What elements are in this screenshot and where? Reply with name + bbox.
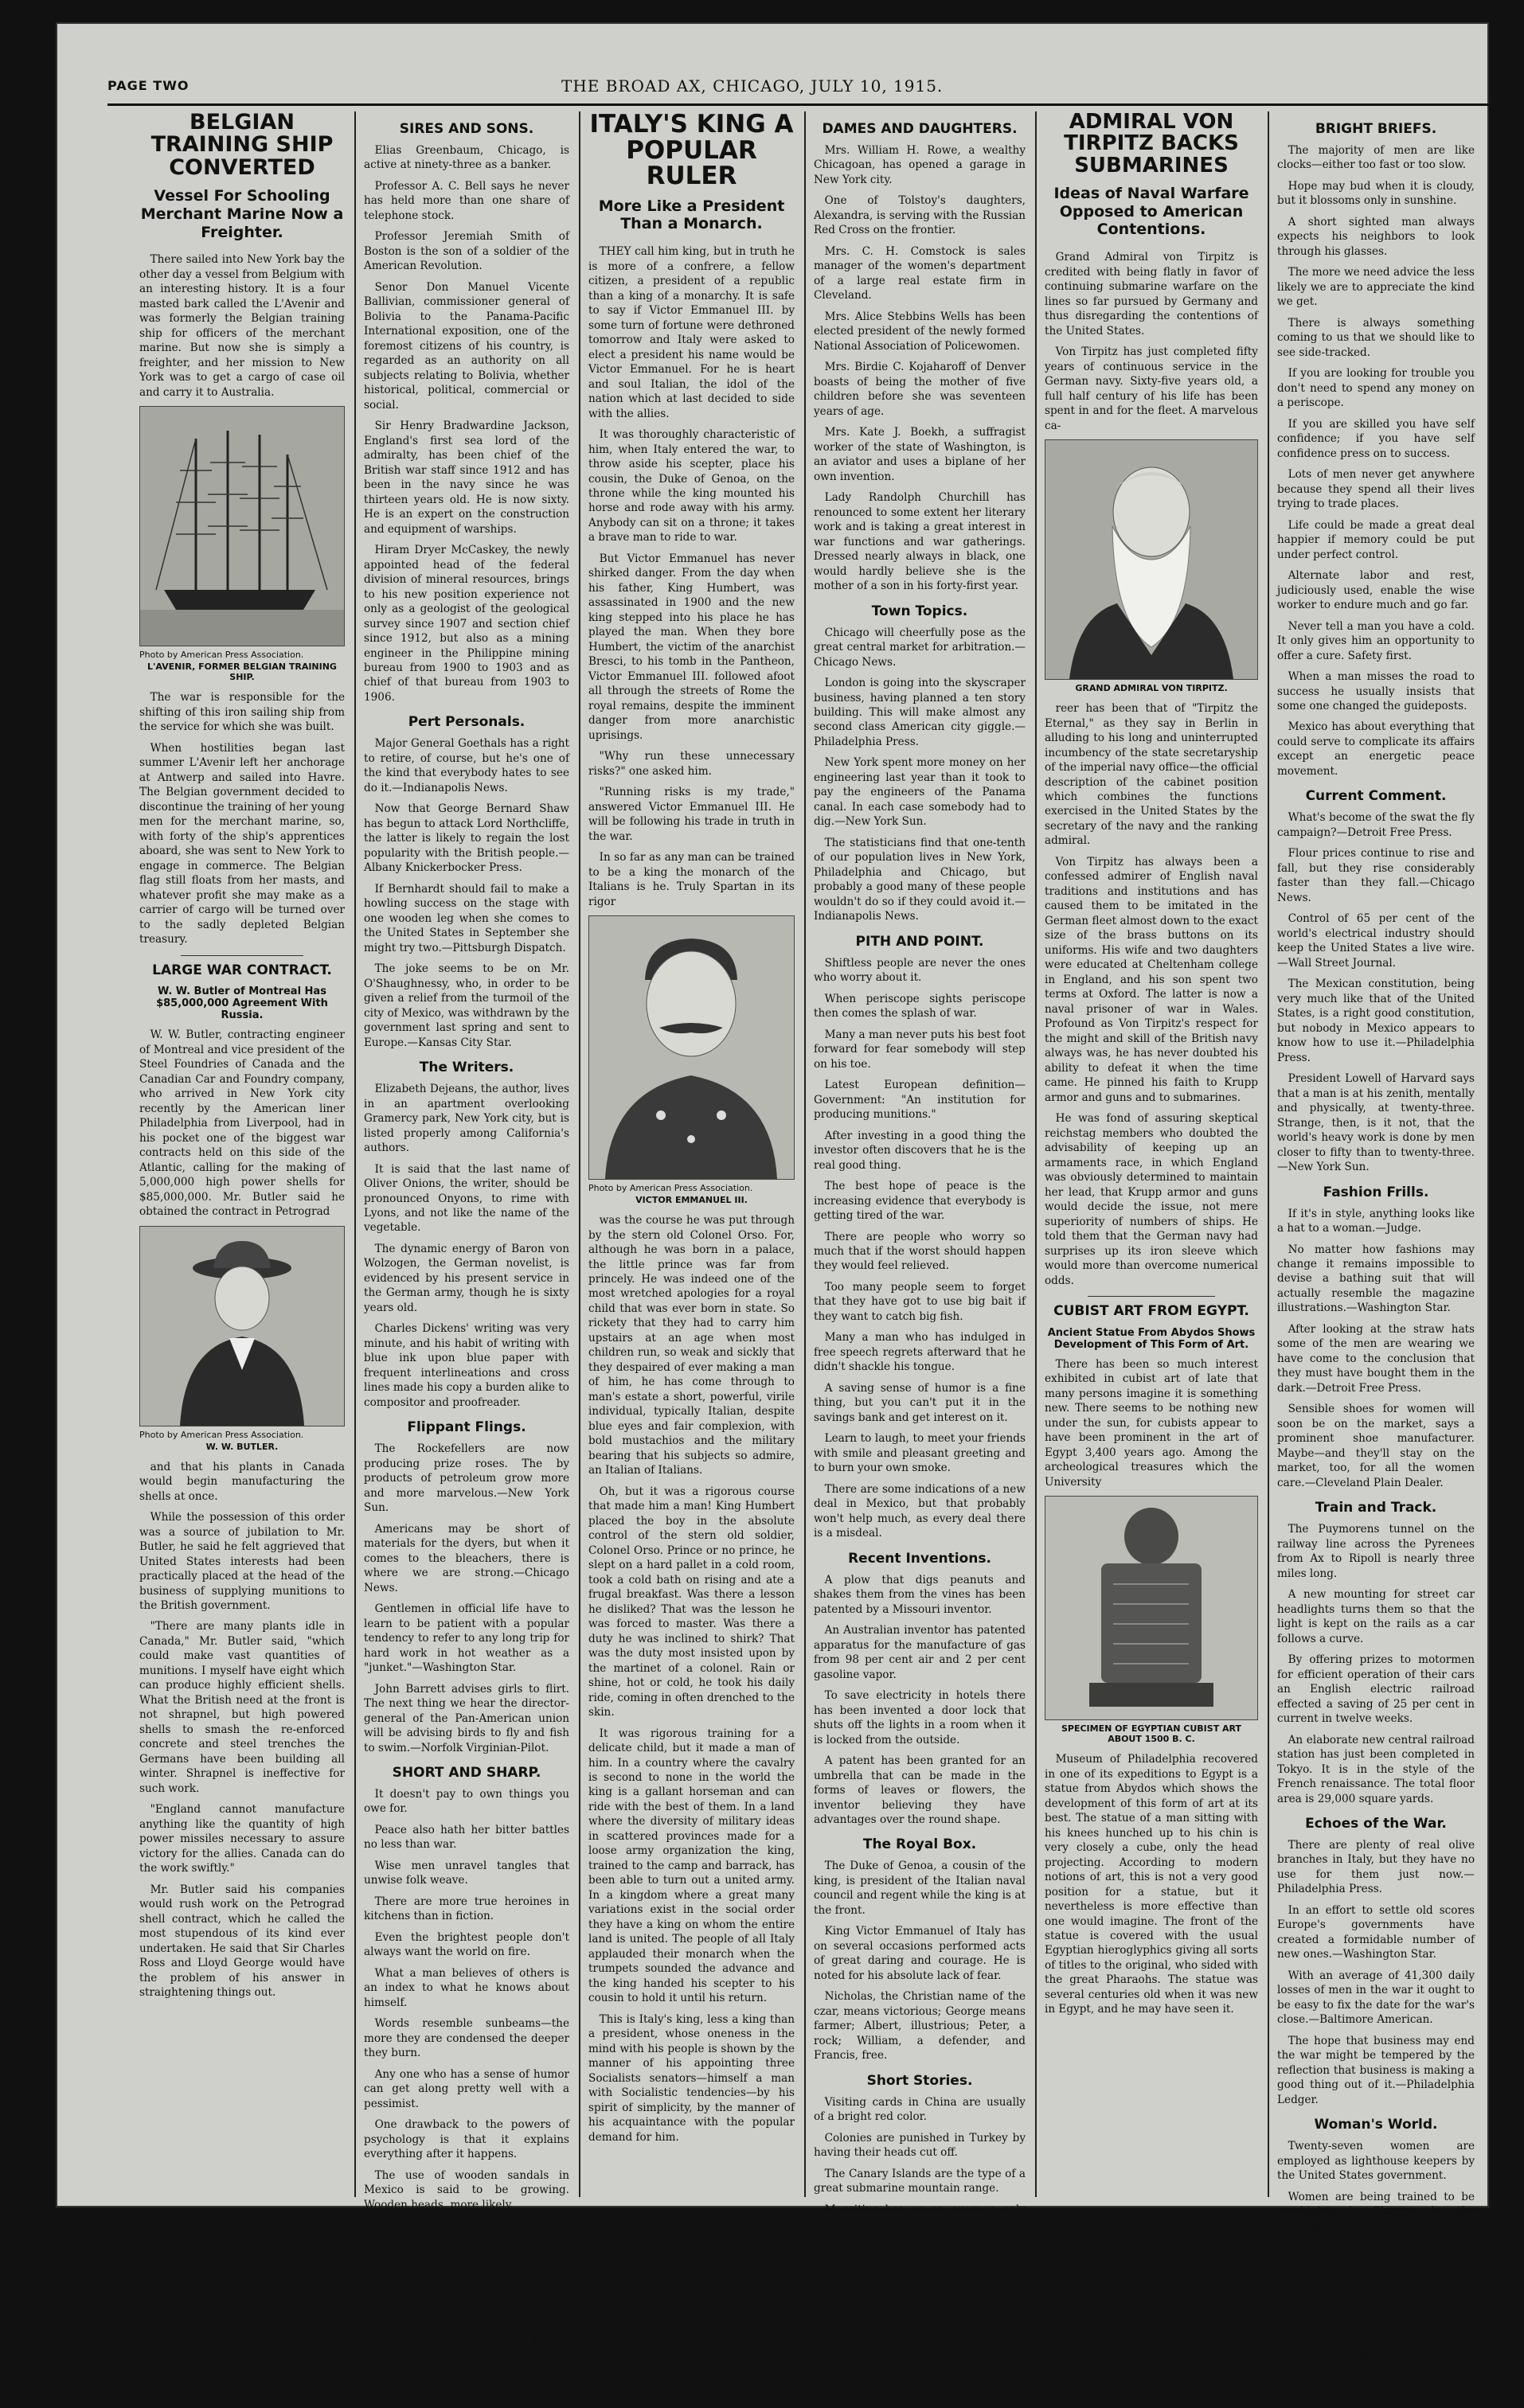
deck-italy-king: More Like a President Than a Monarch. xyxy=(598,197,785,233)
brief-item: Flour prices continue to rise and fall, but they rise considerably faster than they fall.—Chicago News. xyxy=(1277,847,1475,904)
article-paragraph: When hostilities began last summer L'Avenir left her anchorage at Antwerp and sailed into Havre. The Belgian government decided to discontinue the training of her young men for the merchant marine, so, with forty of the ship's apprentices aboard, she was sent to New York to engage in commerce. The Belgian flag still floats from her masts, and whatever profit she may make as a carrier of cargo will be turned over to the sadly depleted Belgian treasury. xyxy=(139,741,345,946)
brief-item: Mauritius has on an average only one thunderstorm every eighty years. xyxy=(814,2203,1026,2231)
column-rule xyxy=(1268,111,1269,2197)
brief-item: The dynamic energy of Baron von Wolzogen, the German novelist, is evidenced by his present service in the German army, though he is sixty years old. xyxy=(364,1242,569,1314)
brief-item: Many a man never puts his best foot forward for fear somebody will step on his toe. xyxy=(814,1028,1026,1071)
brief-item: A saving sense of humor is a fine thing, but you can't put it in the savings bank and get interest on it. xyxy=(814,1381,1026,1424)
brief-item: The statisticians find that one-tenth of our population lives in New York, Philadelphia and Chicago, but probably a good many of these people wouldn't do so if they could avoid it.—Indianapolis News. xyxy=(814,836,1026,923)
brief-item: The Rockefellers are now producing prize roses. The by products of petroleum grow more and more marvelous.—New York Sun. xyxy=(364,1442,569,1515)
article-paragraph: Oh, but it was a rigorous course that made him a man! King Humbert placed the boy in the absolute control of the stern old soldier, Colonel Orso. Prince or no prince, he slept on a hard pallet in a cold room, took a cold bath on rising and ate a frugal breakfast. Was there a lesson he disliked? That was the lesson he was forced to master. Was there a duty he was inclined to shirk? That was the duty most insisted upon by the martinet of a colonel. Rain or shine, hot or cold, he took his daily ride, coming in often drenched to the skin. xyxy=(588,1485,795,1719)
brief-item: Switzerland also protests against the war's being allowed to disturb business. It needs the money just as badly as we do, and maybe worse. xyxy=(364,2320,569,2378)
column-dames-daughters xyxy=(814,111,1026,2311)
brief-item: New York spent more money on her engineering last year than it took to pay the engineers of the Panama canal. In each case somebody had to dig.—New York Sun. xyxy=(814,756,1026,829)
article-paragraph: But Victor Emmanuel has never shirked danger. From the day when his father, King Humbert, was assassinated in 1900 and the new king stepped into his place he has played the man. When they bore Humbert, the victim of the anarchist Bresci, to his tomb in the Pantheon, Victor Emmanuel III. followed afoot all through the streets of Rome the royal remains, despite the imminent danger from more anarchistic uprisings. xyxy=(588,552,795,742)
brief-item: Life could be made a great deal happier if memory could be put under perfect control. xyxy=(1277,518,1475,561)
column-briefs xyxy=(364,111,569,2378)
brief-item: Charles Dickens' writing was very minute, and his habit of writing with blue ink upon blue paper with frequent interlineations and cross lines made his copy a burden alike to compositor and proofreader. xyxy=(364,1322,569,1409)
section-heading: The Royal Box. xyxy=(862,1836,977,1853)
column-rule xyxy=(354,111,356,2197)
section-heading: PITH AND POINT. xyxy=(855,933,984,950)
brief-item: Senor Don Manuel Vicente Ballivian, commissioner general of Bolivia to the Panama-Pacific International exposition, one of the foremost citizens of his country, is regarded as an authority on all subjects relating to Bolivia, whether historical, political, commercial or social. xyxy=(364,280,569,412)
brief-item: Any one who has a sense of humor can get along pretty well with a pessimist. xyxy=(364,2067,569,2110)
column-rule xyxy=(804,111,806,2197)
article-paragraph: This is Italy's king, less a king than a president, whose oneness in the mind with his people is shown by the manner of his appointing three Socialists senators—himself a man with Socialistic tendencies—by his spirit of simplicity, by the manner of his acquaintance with the popular demand for him. xyxy=(588,2012,795,2144)
brief-item: Major General Goethals has a right to retire, of course, but he's one of the kind that everybody hates to see do it.—Indianapolis News. xyxy=(364,737,569,794)
brief-item: Shiftless people are never the ones who worry about it. xyxy=(814,956,1026,985)
article-paragraph: "Why run these unnecessary risks?" one asked him. xyxy=(588,750,795,778)
article-paragraph: There has been so much interest exhibited in cubist art of late that many persons imagine it is something new. There seems to be nothing new under the sun, for cubists appear to have been prominent in the art of Egypt 3,400 years ago. Among the archeological treasures which the University xyxy=(1045,1357,1258,1489)
brief-item: Mrs. Alice Stebbins Wells has been elected president of the newly formed National Association of Policewomen. xyxy=(814,310,1026,353)
column-belgian-ship xyxy=(139,111,345,2197)
article-paragraph: The war is responsible for the shifting of this iron sailing ship from the service for which she was built. xyxy=(139,691,345,734)
brief-item: Gentlemen in official life have to learn to be patient with a popular tendency to refer to any long trip for hard work in hot weather as a "junket."—Washington Star. xyxy=(364,1602,569,1675)
brief-item: Hope may bud when it is cloudy, but it blossoms only in sunshine. xyxy=(1277,179,1475,208)
brief-item: A short sighted man always expects his neighbors to look through his glasses. xyxy=(1277,215,1475,258)
brief-item: There are plenty of real olive branches in Italy, but they have no use for them just now.—Philadelphia Press. xyxy=(1277,1838,1475,1896)
article-paragraph: It was rigorous training for a delicate child, but it made a man of him. In a country where the cavalry is second to none in the world the king is a gallant horseman and can ride with the best of them. In a land where the diversity of military ideas in scattered provinces made for a loose army organization the king, trained to the camp and barrack, has been able to turn out a united army. In a kingdom where a great many variations exist in the social order they have a king on whom the entire land is united. The people of all Italy applauded their monarch when the trumpets sounded the advance and the king handed his scepter to his cousin to hold it until his return. xyxy=(588,1727,795,2005)
photo-caption: W. W. BUTLER. xyxy=(205,1441,279,1452)
brief-item: Elocution may be a good thing, but it doesn't go far enough. It merely teaches us how to speak, not when. xyxy=(364,2219,569,2262)
brief-item: Americans may be short of materials for the dyers, but when it comes to the bleachers, there is where we are strong.—Chicago News. xyxy=(364,1522,569,1594)
brief-item: Colonies are punished in Turkey by having their heads cut off. xyxy=(814,2131,1026,2160)
divider xyxy=(181,955,304,956)
article-paragraph: "Running risks is my trade," answered Victor Emmanuel III. He will be following his trade in truth in the war. xyxy=(588,786,795,843)
brief-item: Control of 65 per cent of the world's electrical industry should keep the United States a live wire.—Wall Street Journal. xyxy=(1277,912,1475,970)
photo-caption: VICTOR EMMANUEL III. xyxy=(635,1195,748,1206)
article-paragraph: W. W. Butler, contracting engineer of Montreal and vice president of the Steel Foundries of Canada and the Canadian Car and Foundry company, who arrived in New York city recently by the American liner Philadelphia from Liverpool, had in his pocket one of the biggest war contracts held on this side of the Atlantic, calling for the making of 5,000,000 high power shells for $85,000,000. Mr. Butler said he obtained the contract in Petrograd xyxy=(139,1028,345,1219)
brief-item: If the belligerents fight themselves to the point of exhaustion the folly of war will be effectively demonstrated. xyxy=(364,2269,569,2312)
article-paragraph: THEY call him king, but in truth he is more of a confrere, a fellow citizen, a president of a republic than a king of a monarchy. It is safe to say if Victor Emmanuel III. by some turn of fortune were dethroned tomorrow and Italy were asked to elect a president his name would be Victor Emmanuel. For he is heart and soul Italian, the idol of the nation which at last decided to side with the allies. xyxy=(588,245,795,420)
section-heading: Town Topics. xyxy=(871,603,968,619)
section-heading: Recent Inventions. xyxy=(848,1550,991,1567)
headline-cubist-art: CUBIST ART FROM EGYPT. xyxy=(1053,1302,1249,1319)
brief-item: Wise men unravel tangles that unwise folk weave. xyxy=(364,1859,569,1887)
statue-illustration xyxy=(1045,1497,1257,1719)
section-heading: Short Stories. xyxy=(866,2072,973,2089)
article-paragraph: Von Tirpitz has just completed fifty years of continuous service in the German navy. Sixty-five years old, a full half century of his life has been spent in and for the fleet. A marvelous ca- xyxy=(1045,345,1258,432)
brief-item: Lots of men never get anywhere because they spend all their lives trying to trade places. xyxy=(1277,468,1475,511)
brief-item: Too many people seem to forget that they have got to use big bait if they want to catch big fish. xyxy=(814,1280,1026,1323)
article-paragraph: Grand Admiral von Tirpitz is credited with being flatly in favor of continuing submarine warfare on the lines so far pursued by Germany and thus disregarding the contentions of the United States. xyxy=(1045,251,1258,338)
brief-item: Now that George Bernard Shaw has begun to attack Lord Northcliffe, the latter is likely to regain the lost popularity with the British people.—Albany Knickerbocker Press. xyxy=(364,802,569,875)
section-heading: Woman's World. xyxy=(1314,2117,1438,2133)
brief-item: If you are skilled you have self confidence; if you have self confidence press on to success. xyxy=(1277,417,1475,460)
brief-item: Three women, each the manager of a large office building, hold memberships in the National Association of Building Owners and Managers. xyxy=(1277,2336,1475,2407)
brief-item: Lady Randolph Churchill has renounced to some extent her literary work and is taking a great interest in war functions and war gatherings. Dressed nearly always in black, one would hardly believe she is the mother of a son in his forty-first year. xyxy=(814,491,1026,593)
article-paragraph: Von Tirpitz has always been a confessed admirer of English naval traditions and institutions and has caused them to be imitated in the German fleet almost down to the exact size of the brass buttons on its uniforms. His wife and two daughters were educated at Cheltenham college in England, and his son spent two terms at Oxford. The latter is now a naval prisoner of war in Wales. Profound as Von Tirpitz's respect for the might and skill of the British navy always was, he has never doubted his ability to defeat it when the time came. He pinned his faith to Krupp armor and guns and to submarines. xyxy=(1045,855,1258,1104)
brief-item: Chicago will cheerfully pose as the great central market for arbitration.—Chicago News. xyxy=(814,626,1026,669)
brief-item: There are policewomen now in twenty-five cities in the United States, and three of these cities have departments of public safety for women. xyxy=(1277,2255,1475,2328)
masthead xyxy=(107,72,1493,106)
article-paragraph: He was fond of assuring skeptical reichstag members who doubted the advisability of keeping up an armaments race, in which England was obviously determined to maintain her lead, that Krupp armor and guns would decide the issue, not mere superiority of numbers of ships. He told them that the German navy had surprises up its iron sleeve which would more than overcome numerical odds. xyxy=(1045,1112,1258,1287)
photo-credit: Photo by American Press Association. xyxy=(588,1183,753,1194)
ship-photo xyxy=(139,406,345,646)
article-paragraph: reer has been that of "Tirpitz the Eternal," as they say in Berlin in alluding to his long and uninterrupted incumbency of the state secretaryship of the imperial navy office—the official description of the cabinet position which combines the functions exercised in the United States by the secretary of the navy and the ranking admiral. xyxy=(1045,702,1258,848)
brief-item: What a man believes of others is an index to what he knows about himself. xyxy=(364,1966,569,2009)
brief-item: The Puymorens tunnel on the railway line across the Pyrenees from Ax to Ripoll is nearly three miles long. xyxy=(1277,1523,1475,1580)
brief-item: An Australian inventor has patented apparatus for the manufacture of gas from 98 per cent air and 2 per cent gasoline vapor. xyxy=(814,1624,1026,1681)
section-heading: Current Comment. xyxy=(1305,788,1447,805)
brief-item: The Duke of Genoa, a cousin of the king, is president of the Italian naval council and regent while the king is at the front. xyxy=(814,1860,1026,1917)
section-heading: BRIGHT BRIEFS. xyxy=(1315,121,1437,137)
brief-item: Twenty-seven women are employed as lighthouse keepers by the United States government. xyxy=(1277,2140,1475,2183)
article-paragraph: It was thoroughly characteristic of him, when Italy entered the war, to throw aside his scepter, place his cousin, the Duke of Genoa, on the throne while the king mounted his horse and rode away with his army. Anybody can sit on a throne; it takes a brave man to ride to war. xyxy=(588,428,795,544)
brief-item: Women are being trained to be machinists in Glasgow by the municipal authorities, because the men mechanics have gone to war. xyxy=(1277,2190,1475,2248)
king-portrait-illustration xyxy=(589,916,794,1179)
brief-item: Mrs. William H. Rowe, a wealthy Chicagoan, has opened a garage in New York city. xyxy=(814,144,1026,186)
brief-item: Latest European definition—Government: "An institution for producing munitions." xyxy=(814,1079,1026,1122)
brief-item: The Mexican constitution, being very much like that of the United States, is a right good constitution, but nobody in Mexico appears to know how to use it.—Philadelphia Press. xyxy=(1277,978,1475,1064)
brief-item: There is always something coming to us that we should like to see side-tracked. xyxy=(1277,316,1475,359)
brief-item: Never tell a man you have a cold. It only gives him an opportunity to offer a cure. Safety first. xyxy=(1277,619,1475,662)
brief-item: Nicholas, the Christian name of the czar, means victorious; George means farmer; Albert, illustrious; Peter, a rock; William, a defender, and Francis, free. xyxy=(814,1990,1026,2063)
brief-item: The hope that business may end the war might be tempered by the reflection that business is making a good thing out of it.—Philadelphia Ledger. xyxy=(1277,2034,1475,2106)
brief-item: Alternate labor and rest, judiciously used, enable the wise worker to endure much and go far. xyxy=(1277,569,1475,612)
photo-caption: L'AVENIR, FORMER BELGIAN TRAINING SHIP. xyxy=(147,662,337,683)
brief-item: Sensible shoes for women will soon be on the market, says a prominent shoe manufacturer. Maybe—and they'll stay on the market, too, for all the women care.—Cleveland Plain Dealer. xyxy=(1277,1403,1475,1489)
article-paragraph: Museum of Philadelphia recovered in one of its expeditions to Egypt is a statue from Abydos which shows the development of this form of art at its best. The statue of a man sitting with his knees hunched up to his chin is very closely a cube, only the head projecting. According to modern notions of art, this is not a very good position for a statue, but it nevertheless is more effective than one would imagine. The front of the statue is covered with the usual Egyptian hieroglyphics giving all sorts of titles to the original, who sided with the great Pharaohs. The statue was several centuries old when it was new in Egypt, and he may have seen it. xyxy=(1045,1753,1258,2016)
section-heading: SIRES AND SONS. xyxy=(399,121,534,137)
section-heading: Fashion Frills. xyxy=(1323,1184,1429,1200)
article-paragraph: While the possession of this order was a source of jubilation to Mr. Butler, he said he felt aggrieved that United States interests had been practically placed at the head of the business of supplying munitions to the British government. xyxy=(139,1511,345,1612)
brief-item: A patent has been granted for an umbrella that can be made in the forms of leaves or flowers, the inventor believing they have advantages over the round shape. xyxy=(814,1754,1026,1826)
column-italy-king xyxy=(588,111,795,2197)
brief-item: An elaborate new central railroad station has just been completed in Tokyo. It is in the style of the French renaissance. The total floor area is 29,000 square yards. xyxy=(1277,1733,1475,1805)
brief-item: The best hope of peace is the increasing evidence that everybody is getting tired of the war. xyxy=(814,1180,1026,1223)
brief-item: President Lowell of Harvard says that a man is at his zenith, mentally and physically, at twenty-three. Strange, then, is it not, that the world's heavy work is done by men closer to fifty than to twenty-three.—New York Sun. xyxy=(1277,1072,1475,1174)
brief-item: If you are looking for trouble you don't need to spend any money on a periscope. xyxy=(1277,367,1475,410)
brief-item: With an average of 41,300 daily losses of men in the war it ought to be easy to fix the date for the war's close.—Baltimore American. xyxy=(1277,1969,1475,2027)
brief-item: One drawback to the powers of psychology is that it explains everything after it happens. xyxy=(364,2118,569,2161)
brief-item: After investing in a good thing the investor often discovers that he is the real good thing. xyxy=(814,1129,1026,1172)
divider xyxy=(1088,1296,1216,1297)
page-label: PAGE TWO xyxy=(107,78,190,93)
column-rule xyxy=(1035,111,1037,2197)
deck-cubist-art: Ancient Statue From Abydos Shows Development of This Form of Art. xyxy=(1047,1326,1256,1351)
brief-item: There are more true heroines in kitchens than in fiction. xyxy=(364,1895,569,1923)
brief-item: Peace also hath her bitter battles no less than war. xyxy=(364,1823,569,1852)
brief-item: King Victor Emmanuel of Italy has on several occasions performed acts of great daring and courage. He is noted for his absolute lack of fear. xyxy=(814,1925,1026,1982)
brief-item: Hiram Dryer McCaskey, the newly appointed head of the federal division of mineral resources, brings to his new position experience not only as a geologist of the geological survey since 1907 and section chief since 1912, but also as a mining engineer in the Philippine mining bureau from 1900 to 1903 and as chief of that bureau from 1903 to 1906. xyxy=(364,544,569,704)
brief-item: Even the brightest people don't always want the world on fire. xyxy=(364,1930,569,1959)
brief-item: The majority of men are like clocks—either too fast or too slow. xyxy=(1277,144,1475,172)
man-portrait-illustration xyxy=(140,1227,344,1426)
brief-item: One of Tolstoy's daughters, Alexandra, is serving with the Russian Red Cross on the frontier. xyxy=(814,194,1026,237)
brief-item: No matter how fashions may change it remains impossible to devise a bathing suit that will actually resemble the magazine illustrations.—Washington Star. xyxy=(1277,1243,1475,1315)
article-paragraph: "England cannot manufacture anything like the quantity of high power missiles necessary to assure victory for the allies. Canada can do the work swiftly." xyxy=(139,1803,345,1875)
brief-item: The more we need advice the less likely we are to appreciate the kind we get. xyxy=(1277,266,1475,309)
article-paragraph: and that his plants in Canada would begin manufacturing the shells at once. xyxy=(139,1460,345,1503)
deck-von-tirpitz: Ideas of Naval Warfare Opposed to American Contentions. xyxy=(1053,184,1249,239)
brief-item: Words resemble sunbeams—the more they are condensed the deeper they burn. xyxy=(364,2017,569,2060)
brief-item: Professor Jeremiah Smith of Boston is the son of a soldier of the American Revolution. xyxy=(364,230,569,273)
brief-item: It is said that the last name of Oliver Onions, the writer, should be pronounced Onyons, to rime with Lyons, and not like the name of the vegetable. xyxy=(364,1162,569,1235)
brief-item: Elias Greenbaum, Chicago, is active at ninety-three as a banker. xyxy=(364,144,569,172)
brief-item: When periscope sights periscope then comes the splash of war. xyxy=(814,992,1026,1021)
photo-caption: GRAND ADMIRAL VON TIRPITZ. xyxy=(1075,683,1228,694)
brief-item: Many a man who has indulged in free speech regrets afterward that he didn't shackle his tongue. xyxy=(814,1331,1026,1374)
photo-caption: SPECIMEN OF EGYPTIAN CUBIST ART ABOUT 1500 B. C. xyxy=(1061,1723,1242,1745)
brief-item: The joke seems to be on Mr. O'Shaughnessy, who, in order to be given a relief from the turmoil of the city of Mexico, was withdrawn by the government last spring and sent to Europe.—Kansas City Star. xyxy=(364,962,569,1049)
brief-item: There are some indications of a new deal in Mexico, but that probably won't help much, as every deal there is a misdeal. xyxy=(814,1482,1026,1540)
brief-item: To save electricity in hotels there has been invented a door lock that shuts off the lights in a room when it is locked from the outside. xyxy=(814,1689,1026,1746)
brief-item: It doesn't pay to own things you owe for. xyxy=(364,1787,569,1816)
article-paragraph: was the course he was put through by the stern old Colonel Orso. For, although he was born in a palace, the little prince was far from princely. He was indeed one of the most wretched apologies for a royal child that was ever born in state. So rickety that they had to carry him upstairs at an age when most children run, so weak and sickly that they despaired of ever making a man of him, he has come through to man's estate a short, powerful, virile individual, typically Italian, despite blue eyes and fair complexion, with bold mustachios and the military bearing that his subjects so admire, an Italian of Italians. xyxy=(588,1214,795,1477)
brief-item: Mrs. Kate J. Boekh, a suffragist worker of the state of Washington, is an aviator and uses a biplane of her own invention. xyxy=(814,426,1026,483)
brief-item: Visiting cards in China are usually of a bright red color. xyxy=(814,2095,1026,2124)
section-heading: The Writers. xyxy=(419,1060,514,1076)
butler-portrait xyxy=(139,1226,345,1426)
brief-item: When a man misses the road to success he usually insists that some one changed the guideposts. xyxy=(1277,670,1475,712)
brief-item: In an effort to settle old scores Europe's governments have created a formidable number of new ones.—Washington Star. xyxy=(1277,1903,1475,1961)
brief-item: There are people who worry so much that if the worst should happen they would feel relieved. xyxy=(814,1230,1026,1273)
section-heading: Flippant Flings. xyxy=(407,1419,526,1436)
brief-item: A plow that digs peanuts and shakes them from the vines has been patented by a Missouri inventor. xyxy=(814,1573,1026,1616)
column-rule xyxy=(579,111,580,2197)
king-portrait xyxy=(588,915,795,1180)
brief-item: Sir Henry Bradwardine Jackson, England's first sea lord of the admiralty, has been chief of the British war staff since 1912 and has been in the navy since he was thirteen years old. He is now sixty. He is an expert on the construction and equipment of warships. xyxy=(364,420,569,536)
section-heading: Pert Personals. xyxy=(408,714,526,731)
brief-item: If it's in style, anything looks like a hat to a woman.—Judge. xyxy=(1277,1207,1475,1235)
article-paragraph: Mr. Butler said his companies would rush work on the Petrograd shell contract, which he called the most stupendous of its kind ever undertaken. He said that Sir Charles Ross and Lloyd George would have the problem of his answer in straightening things out. xyxy=(139,1883,345,2000)
tirpitz-portrait xyxy=(1045,439,1258,680)
article-paragraph: There sailed into New York bay the other day a vessel from Belgium with an interesting history. It is a four masted bark called the L'Avenir and was formerly the Belgian training ship for officers of the merchant marine. But now she is simply a freighter, and her mission to New York was to get a cargo of case oil and carry it to Australia. xyxy=(139,253,345,399)
brief-item: Mexico has about everything that could serve to complicate its affairs except an energetic peace movement. xyxy=(1277,720,1475,778)
brief-item: After looking at the straw hats some of the men are wearing we have come to the conclusion that they must have bought them in the dark.—Detroit Free Press. xyxy=(1277,1322,1475,1395)
headline-italy-king: ITALY'S KING A POPULAR RULER xyxy=(589,110,794,191)
headline-war-contract: LARGE WAR CONTRACT. xyxy=(152,962,332,978)
brief-item: A new mounting for street car headlights turns them so that the light is kept on the rails as a car follows a curve. xyxy=(1277,1588,1475,1645)
brief-item: London is going into the skyscraper business, having planned a ten story building. This will make almost any second class American city giggle.—Philadelphia Press. xyxy=(814,677,1026,748)
article-paragraph: "There are many plants idle in Canada," Mr. Butler said, "which could make vast quantities of munitions. I myself have eight which can produce highly efficient shells. What the British need at the front is not shrapnel, but high powered shells to smash the re-enforced concrete and steel trenches the Germans have been building all winter. Shrapnel is ineffective for such work. xyxy=(139,1620,345,1795)
egyptian-statue-photo xyxy=(1045,1496,1258,1720)
section-heading: Train and Track. xyxy=(1315,1500,1437,1516)
brief-item: The Canary Islands are the type of a great submarine mountain range. xyxy=(814,2167,1026,2195)
article-paragraph: In so far as any man can be trained to be a king the monarch of the Italians is he. Truly Spartan in its rigor xyxy=(588,851,795,908)
headline-von-tirpitz: ADMIRAL VON TIRPITZ BACKS SUBMARINES xyxy=(1064,110,1239,178)
brief-item: Italy's principal colonies are Eritrea, on the Red sea; Italian Somaliland, in northeast Africa, and Tripoli, which was formally annexed by Italy in 1911. xyxy=(814,2238,1026,2311)
photo-credit: Photo by American Press Association. xyxy=(139,1429,304,1440)
brief-item: If Bernhardt should fail to make a howling success on the stage with one wooden leg when she comes to the United States in September she might try two.—Pittsburgh Dispatch. xyxy=(364,882,569,954)
column-von-tirpitz xyxy=(1045,111,1258,2197)
deck-war-contract: W. W. Butler of Montreal Has $85,000,000 Agreement With Russia. xyxy=(156,985,328,1022)
brief-item: The use of wooden sandals in Mexico is said to be growing. Wooden heads, more likely. xyxy=(364,2168,569,2211)
headline-belgian-ship: BELGIAN TRAINING SHIP CONVERTED xyxy=(150,110,334,180)
brief-item: Mrs. C. H. Comstock is sales manager of the women's department of a large real estate firm in Cleveland. xyxy=(814,244,1026,302)
column-bright-briefs xyxy=(1277,111,1475,2407)
brief-item: Professor A. C. Bell says he never has held more than one share of telephone stock. xyxy=(364,179,569,222)
brief-item: What's become of the swat the fly campaign?—Detroit Free Press. xyxy=(1277,811,1475,839)
section-heading: Echoes of the War. xyxy=(1305,1815,1447,1832)
brief-item: Elizabeth Dejeans, the author, lives in an apartment overlooking Gramercy park, New York city, but is listed properly among California's authors. xyxy=(364,1083,569,1155)
admiral-portrait-illustration xyxy=(1045,440,1257,679)
sailing-ship-illustration xyxy=(140,407,344,646)
brief-item: Learn to laugh, to meet your friends with smile and pleasant greeting and to burn your own smoke. xyxy=(814,1432,1026,1475)
paper-dateline: THE BROAD AX, CHICAGO, JULY 10, 1915. xyxy=(561,76,944,96)
brief-item: By offering prizes to motormen for efficient operation of their cars an English electric railroad effected a saving of 25 per cent in current in twelve weeks. xyxy=(1277,1653,1475,1726)
section-heading: DAMES AND DAUGHTERS. xyxy=(822,121,1018,137)
brief-item: Mrs. Birdie C. Kojaharoff of Denver boasts of being the mother of five children before she was seventeen years of age. xyxy=(814,361,1026,418)
brief-item: John Barrett advises girls to flirt. The next thing we hear the director-general of the Pan-American union will be advising birds to fly and fish to swim.—Norfolk Virginian-Pilot. xyxy=(364,1682,569,1754)
section-heading: SHORT AND SHARP. xyxy=(392,1764,541,1781)
photo-credit: Photo by American Press Association. xyxy=(139,650,304,661)
deck-belgian-ship: Vessel For Schooling Merchant Marine Now a Freighter. xyxy=(140,187,344,241)
